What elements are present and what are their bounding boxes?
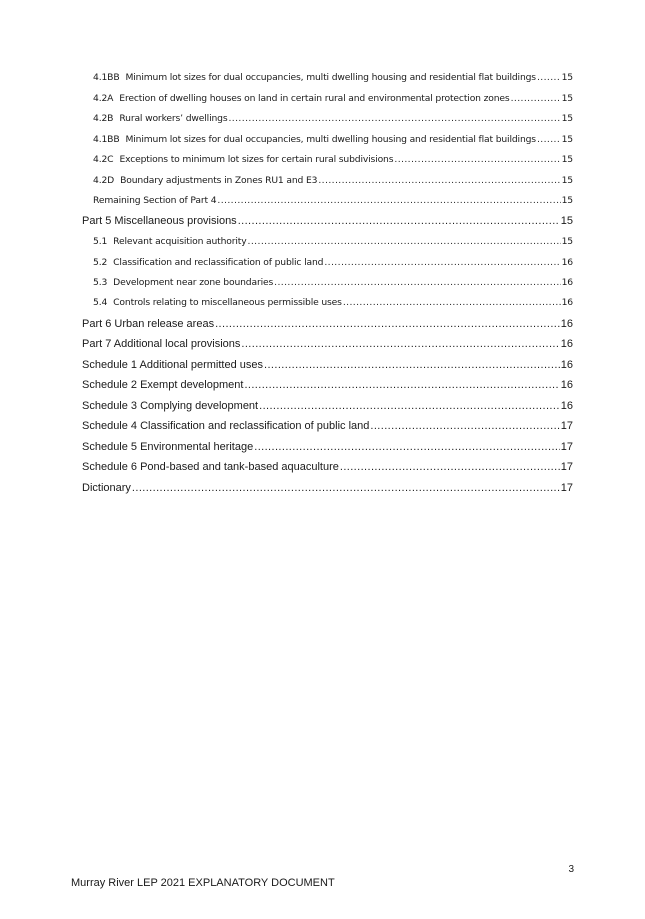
toc-entry-page: 15 <box>561 93 573 104</box>
toc-entry[interactable] <box>82 400 573 412</box>
toc-entry-page: 15 <box>561 236 573 247</box>
toc-dot-leader <box>215 318 560 330</box>
toc-entry[interactable] <box>93 154 573 165</box>
toc-entry-page: 16 <box>560 338 573 350</box>
toc-entry-number: 4.1BB <box>93 134 120 145</box>
toc-dot-leader <box>259 400 560 412</box>
toc-entry-title: Schedule 2 Exempt development <box>82 379 244 391</box>
toc-dot-leader <box>370 420 559 432</box>
toc-entry[interactable] <box>93 93 573 104</box>
toc-entry-page: 15 <box>561 154 573 165</box>
toc-entry-title: Controls relating to miscellaneous permissible uses <box>113 297 342 308</box>
toc-entry-number: 5.4 <box>93 297 108 308</box>
toc-dot-leader <box>274 277 560 288</box>
toc-entry-page: 15 <box>561 113 573 124</box>
toc-dot-leader <box>343 297 561 308</box>
toc-entry[interactable] <box>82 338 573 350</box>
toc-entry-title: Boundary adjustments in Zones RU1 and E3 <box>120 175 318 186</box>
toc-entry-number: 4.1BB <box>93 72 120 83</box>
toc-entry[interactable] <box>93 297 573 308</box>
toc-entry-title: Erection of dwelling houses on land in certain rural and environmental protection zones <box>119 93 510 104</box>
toc-entry-title: Dictionary <box>82 482 131 494</box>
toc-entry[interactable] <box>93 257 573 268</box>
toc-entry-title: Schedule 1 Additional permitted uses <box>82 359 264 371</box>
toc-entry-title: Relevant acquisition authority <box>113 236 247 247</box>
toc-entry-page: 16 <box>560 400 573 412</box>
toc-entry-number: 4.2A <box>93 93 114 104</box>
toc-entry[interactable] <box>93 277 573 288</box>
toc-entry-title: Schedule 4 Classification and reclassification of public land <box>82 420 370 432</box>
toc-entry-page: 15 <box>561 72 573 83</box>
toc-dot-leader <box>394 154 560 165</box>
toc-entry[interactable] <box>82 461 573 473</box>
toc-dot-leader <box>132 482 560 494</box>
toc-dot-leader <box>248 236 561 247</box>
toc-dot-leader <box>238 215 560 227</box>
toc-entry[interactable] <box>93 72 573 83</box>
toc-entry-title: Schedule 5 Environmental heritage <box>82 441 254 453</box>
toc-entry[interactable] <box>82 441 573 453</box>
toc-entry-page: 16 <box>561 257 573 268</box>
toc-entry-title: Part 5 Miscellaneous provisions <box>82 215 237 227</box>
toc-entry-title: Minimum lot sizes for dual occupancies, multi dwelling housing and residential flat buildings <box>125 72 536 83</box>
toc-entry-page: 17 <box>560 461 573 473</box>
toc-entry-page: 16 <box>560 318 573 330</box>
toc-entry[interactable] <box>93 175 573 186</box>
toc-entry-page: 16 <box>561 277 573 288</box>
toc-entry-title: Remaining Section of Part 4 <box>93 195 217 206</box>
toc-entry[interactable] <box>93 236 573 247</box>
toc-entry[interactable] <box>82 420 573 432</box>
toc-entry-page: 16 <box>560 379 573 391</box>
toc-entry[interactable] <box>82 379 573 391</box>
toc-entry-number: 5.1 <box>93 236 108 247</box>
toc-dot-leader <box>264 359 560 371</box>
toc-entry[interactable] <box>93 134 573 145</box>
toc-dot-leader <box>318 175 560 186</box>
toc-entry-number: 4.2D <box>93 175 115 186</box>
toc-entry-title: Classification and reclassification of public land <box>113 257 324 268</box>
toc-dot-leader <box>254 441 560 453</box>
toc-entry[interactable] <box>93 195 573 206</box>
document-footer: Murray River LEP 2021 EXPLANATORY DOCUMENT <box>71 877 335 889</box>
toc-entry-page: 15 <box>561 175 573 186</box>
toc-dot-leader <box>537 72 561 83</box>
toc-entry-title: Part 7 Additional local provisions <box>82 338 241 350</box>
toc-dot-leader <box>324 257 560 268</box>
toc-entry-number: 5.3 <box>93 277 108 288</box>
toc-entry-title: Minimum lot sizes for dual occupancies, multi dwelling housing and residential flat buildings <box>125 134 536 145</box>
toc-entry-number: 5.2 <box>93 257 108 268</box>
page-number: 3 <box>568 864 574 875</box>
toc-entry-title: Exceptions to minimum lot sizes for certain rural subdivisions <box>119 154 394 165</box>
toc-dot-leader <box>228 113 560 124</box>
toc-entry-number: 4.2B <box>93 113 114 124</box>
toc-entry-title: Schedule 6 Pond-based and tank-based aquaculture <box>82 461 339 473</box>
toc-entry-page: 17 <box>560 482 573 494</box>
toc-entry-page: 15 <box>561 134 573 145</box>
toc-entry-page: 16 <box>561 297 573 308</box>
toc-entry[interactable] <box>82 318 573 330</box>
toc-entry-page: 15 <box>560 215 573 227</box>
toc-entry-number: 4.2C <box>93 154 114 165</box>
toc-dot-leader <box>244 379 559 391</box>
toc-dot-leader <box>511 93 561 104</box>
toc-entry-page: 15 <box>561 195 573 206</box>
toc-entry-title: Rural workers’ dwellings <box>119 113 228 124</box>
toc-entry-page: 17 <box>560 441 573 453</box>
toc-dot-leader <box>537 134 561 145</box>
toc-dot-leader <box>340 461 560 473</box>
toc-entry[interactable] <box>82 215 573 227</box>
toc-entry[interactable] <box>82 359 573 371</box>
toc-entry-page: 17 <box>560 420 573 432</box>
toc-entry[interactable] <box>93 113 573 124</box>
toc-entry-title: Part 6 Urban release areas <box>82 318 215 330</box>
toc-entry-title: Development near zone boundaries <box>113 277 274 288</box>
toc-entry-page: 16 <box>560 359 573 371</box>
toc-dot-leader <box>241 338 559 350</box>
toc-dot-leader <box>217 195 560 206</box>
toc-entry[interactable] <box>82 482 573 494</box>
toc-entry-title: Schedule 3 Complying development <box>82 400 259 412</box>
